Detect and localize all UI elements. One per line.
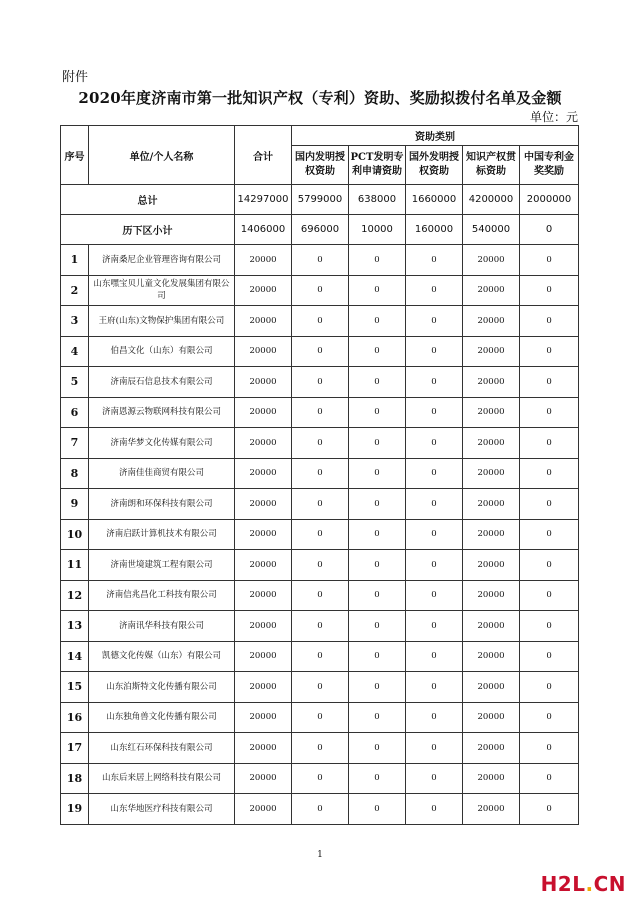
row-value: 20000 [235,275,292,306]
subtotal-value: 0 [520,215,579,245]
row-value: 20000 [463,245,520,276]
row-value: 0 [406,580,463,611]
subtotal-label: 历下区小计 [61,215,235,245]
table-row [61,245,579,276]
funding-table [60,125,579,825]
row-value: 0 [349,519,406,550]
col-header-standard: 知识产权贯标资助 [463,146,520,185]
row-value: 0 [349,458,406,489]
row-value: 0 [520,397,579,428]
row-seq: 2 [61,275,89,306]
col-header-foreign: 国外发明授权资助 [406,146,463,185]
row-value: 0 [520,550,579,581]
row-value: 0 [406,489,463,520]
row-value: 0 [292,641,349,672]
row-value: 0 [406,611,463,642]
row-value: 0 [520,306,579,337]
document-title: 2020年度济南市第一批知识产权（专利）资助、奖励拟拨付名单及金额 [78,89,562,107]
row-name: 济南辰石信息技术有限公司 [89,367,235,398]
row-seq: 10 [61,519,89,550]
row-name: 济南启跃计算机技术有限公司 [89,519,235,550]
table-row [61,672,579,703]
row-value: 0 [406,336,463,367]
row-value: 20000 [235,763,292,794]
row-name: 山东后来居上网络科技有限公司 [89,763,235,794]
row-value: 0 [349,580,406,611]
row-value: 20000 [463,519,520,550]
row-value: 0 [349,245,406,276]
row-seq: 15 [61,672,89,703]
row-value: 0 [520,794,579,825]
row-value: 20000 [235,306,292,337]
row-value: 0 [406,275,463,306]
row-value: 0 [292,702,349,733]
table-row [61,550,579,581]
col-header-group: 资助类别 [292,126,579,146]
row-value: 20000 [235,672,292,703]
row-value: 20000 [235,580,292,611]
total-value: 4200000 [463,185,520,215]
total-value: 14297000 [235,185,292,215]
row-value: 0 [406,702,463,733]
row-value: 0 [406,306,463,337]
table-row [61,306,579,337]
row-seq: 12 [61,580,89,611]
row-name: 王府(山东)文物保护集团有限公司 [89,306,235,337]
row-seq: 18 [61,763,89,794]
row-value: 20000 [463,702,520,733]
row-value: 0 [292,794,349,825]
row-value: 0 [292,611,349,642]
row-value: 0 [520,489,579,520]
row-name: 济南恩源云物联网科技有限公司 [89,397,235,428]
row-value: 20000 [235,519,292,550]
table-row [61,458,579,489]
row-value: 0 [292,306,349,337]
row-value: 0 [520,641,579,672]
row-value: 0 [349,794,406,825]
row-seq: 9 [61,489,89,520]
row-value: 0 [349,702,406,733]
table-row [61,275,579,306]
row-seq: 16 [61,702,89,733]
row-value: 20000 [235,641,292,672]
row-value: 0 [292,733,349,764]
row-value: 0 [520,580,579,611]
row-value: 0 [349,733,406,764]
row-value: 20000 [463,611,520,642]
row-value: 0 [406,550,463,581]
row-value: 20000 [463,763,520,794]
row-value: 0 [406,458,463,489]
row-value: 0 [406,763,463,794]
row-seq: 11 [61,550,89,581]
row-value: 0 [292,489,349,520]
row-value: 20000 [463,336,520,367]
table-row [61,641,579,672]
row-value: 20000 [235,367,292,398]
table-row [61,397,579,428]
table-row [61,519,579,550]
col-header-gold-award: 中国专利金奖奖励 [520,146,579,185]
row-value: 0 [520,702,579,733]
row-value: 20000 [463,641,520,672]
subtotal-value: 540000 [463,215,520,245]
row-value: 0 [406,428,463,459]
row-value: 0 [349,672,406,703]
site-logo [541,872,626,896]
subtotal-row [61,215,579,245]
row-seq: 8 [61,458,89,489]
row-value: 0 [406,794,463,825]
row-value: 20000 [235,489,292,520]
row-value: 20000 [463,489,520,520]
row-value: 20000 [235,397,292,428]
col-header-domestic: 国内发明授权资助 [292,146,349,185]
row-seq: 1 [61,245,89,276]
row-seq: 17 [61,733,89,764]
row-value: 0 [292,763,349,794]
row-value: 0 [349,611,406,642]
row-value: 0 [349,489,406,520]
total-value: 638000 [349,185,406,215]
table-row [61,763,579,794]
row-value: 20000 [463,733,520,764]
row-value: 0 [406,519,463,550]
row-value: 0 [349,306,406,337]
unit-label: 单位：元 [529,110,578,124]
total-value: 2000000 [520,185,579,215]
total-label: 总计 [61,185,235,215]
row-seq: 4 [61,336,89,367]
row-value: 0 [292,245,349,276]
row-value: 20000 [235,794,292,825]
col-header-name: 单位/个人名称 [89,126,235,185]
row-value: 0 [520,519,579,550]
row-value: 20000 [463,794,520,825]
row-value: 0 [406,672,463,703]
row-value: 0 [406,367,463,398]
table-row [61,489,579,520]
row-value: 0 [292,580,349,611]
table-row [61,794,579,825]
row-value: 20000 [463,428,520,459]
row-value: 0 [349,641,406,672]
total-value: 5799000 [292,185,349,215]
col-header-pct: PCT发明专利申请资助 [349,146,406,185]
table-row [61,611,579,642]
row-name: 山东华地医疗科技有限公司 [89,794,235,825]
row-value: 0 [349,428,406,459]
row-value: 20000 [235,611,292,642]
row-value: 0 [292,672,349,703]
row-value: 0 [520,336,579,367]
table-row [61,733,579,764]
row-name: 济南讯华科技有限公司 [89,611,235,642]
row-seq: 3 [61,306,89,337]
row-value: 0 [520,275,579,306]
row-value: 0 [292,428,349,459]
row-value: 20000 [463,550,520,581]
row-value: 0 [520,672,579,703]
total-row [61,185,579,215]
table-row [61,702,579,733]
table-row [61,367,579,398]
row-seq: 5 [61,367,89,398]
row-value: 20000 [235,733,292,764]
row-value: 20000 [235,458,292,489]
row-value: 0 [520,367,579,398]
row-value: 0 [349,763,406,794]
row-value: 0 [349,397,406,428]
page-number: 1 [317,850,323,860]
row-value: 0 [292,367,349,398]
table-row [61,336,579,367]
row-name: 山东独角兽文化传播有限公司 [89,702,235,733]
row-seq: 13 [61,611,89,642]
row-value: 0 [520,733,579,764]
row-value: 20000 [463,672,520,703]
row-value: 20000 [235,702,292,733]
subtotal-value: 160000 [406,215,463,245]
row-value: 0 [349,367,406,398]
attachment-label: 附件 [62,70,89,85]
table-row [61,580,579,611]
row-value: 20000 [463,306,520,337]
row-name: 山东泊斯特文化传播有限公司 [89,672,235,703]
subtotal-value: 696000 [292,215,349,245]
total-value: 1660000 [406,185,463,215]
row-value: 20000 [463,275,520,306]
row-value: 0 [406,733,463,764]
row-name: 凯德文化传媒（山东）有限公司 [89,641,235,672]
row-name: 济南信兆昌化工科技有限公司 [89,580,235,611]
row-value: 0 [406,245,463,276]
row-name: 山东红石环保科技有限公司 [89,733,235,764]
row-name: 济南朗和环保科技有限公司 [89,489,235,520]
row-value: 0 [292,519,349,550]
logo-tld: CN [593,872,626,896]
row-value: 20000 [463,458,520,489]
col-header-seq: 序号 [61,126,89,185]
row-value: 0 [349,550,406,581]
header-row-top [61,126,579,146]
row-value: 0 [520,763,579,794]
row-value: 0 [520,428,579,459]
row-name: 济南世境建筑工程有限公司 [89,550,235,581]
row-value: 0 [292,458,349,489]
row-name: 济南佳佳商贸有限公司 [89,458,235,489]
subtotal-value: 1406000 [235,215,292,245]
row-name: 济南桑尼企业管理咨询有限公司 [89,245,235,276]
row-value: 20000 [463,397,520,428]
logo-main: H2L [540,872,586,896]
row-value: 20000 [235,550,292,581]
row-name: 伯昌文化（山东）有限公司 [89,336,235,367]
row-value: 0 [520,611,579,642]
row-value: 0 [292,275,349,306]
logo-dot: . [585,872,594,896]
row-seq: 6 [61,397,89,428]
row-value: 20000 [235,336,292,367]
row-value: 0 [406,397,463,428]
row-value: 20000 [463,580,520,611]
row-seq: 14 [61,641,89,672]
row-name: 济南华梦文化传媒有限公司 [89,428,235,459]
row-value: 0 [349,336,406,367]
row-value: 20000 [235,245,292,276]
row-value: 0 [520,458,579,489]
row-value: 0 [406,641,463,672]
row-value: 0 [292,397,349,428]
row-value: 0 [349,275,406,306]
row-name: 山东嘿宝贝儿童文化发展集团有限公司 [89,275,235,306]
row-value: 20000 [463,367,520,398]
row-seq: 7 [61,428,89,459]
col-header-total: 合计 [235,126,292,185]
row-value: 0 [520,245,579,276]
table-row [61,428,579,459]
row-value: 0 [292,550,349,581]
row-value: 20000 [235,428,292,459]
subtotal-value: 10000 [349,215,406,245]
row-value: 0 [292,336,349,367]
row-seq: 19 [61,794,89,825]
